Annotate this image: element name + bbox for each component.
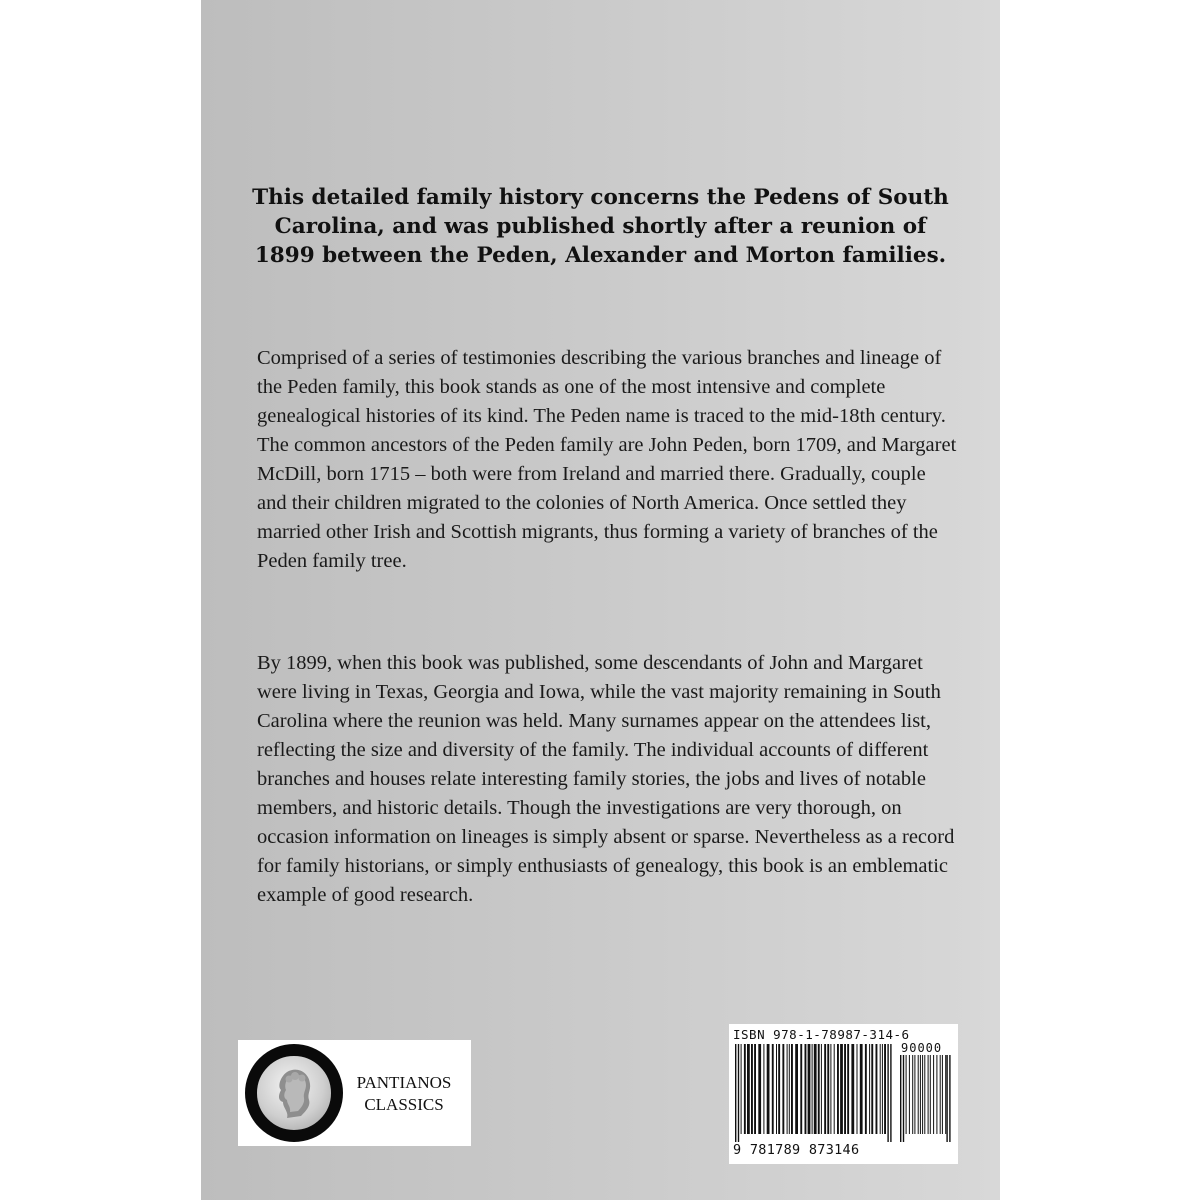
publisher-logo <box>238 1040 471 1146</box>
isbn-barcode <box>729 1024 958 1164</box>
coin-portrait-icon <box>245 1044 343 1142</box>
addon-barcode-bars <box>900 1055 952 1142</box>
publisher-name-line-2: CLASSICS <box>364 1095 444 1114</box>
publisher-name <box>344 1072 464 1116</box>
description-paragraph-1: Comprised of a series of testimonies describing the various branches and lineage of the Peden family, this book stands as one of the most intensive and complete genealogical histories of its kind. The Peden name is traced to the mid-18th century. The common ancestors of the Peden family are John Peden, born 1709, and Margaret McDill, born 1715 – both were from Ireland and married there. Gradually, couple and their children migrated to the colonies of North America. Once settled they married other Irish and Scottish migrants, thus forming a variety of branches of the Peden family tree. <box>257 347 957 572</box>
ean-digits: 9 781789 873146 <box>733 1142 860 1158</box>
isbn-label: ISBN 978-1-78987-314-6 <box>733 1027 910 1042</box>
back-cover <box>201 0 1000 1200</box>
publisher-name-line-1: PANTIANOS <box>356 1073 452 1092</box>
addon-digits: 90000 <box>901 1041 943 1055</box>
intro-blurb: This detailed family history concerns the Pedens of South Carolina, and was published shortly after a reunion of 1899 between the Peden, Alexander and Morton families. <box>252 185 949 268</box>
description-paragraph-2: By 1899, when this book was published, some descendants of John and Margaret were living in Texas, Georgia and Iowa, while the vast majority remaining in South Carolina where the reunion was held. Many surnames appear on the attendees list, reflecting the size and diversity of the family. The individual accounts of different branches and houses relate interesting family stories, the jobs and lives of notable members, and historic details. Though the investigations are very thorough, on occasion information on lineages is simply absent or sparse. Nevertheless as a record for family historians, or simply enthusiasts of genealogy, this book is an emblematic example of good research. <box>257 652 955 906</box>
ean-barcode-bars <box>735 1044 893 1142</box>
